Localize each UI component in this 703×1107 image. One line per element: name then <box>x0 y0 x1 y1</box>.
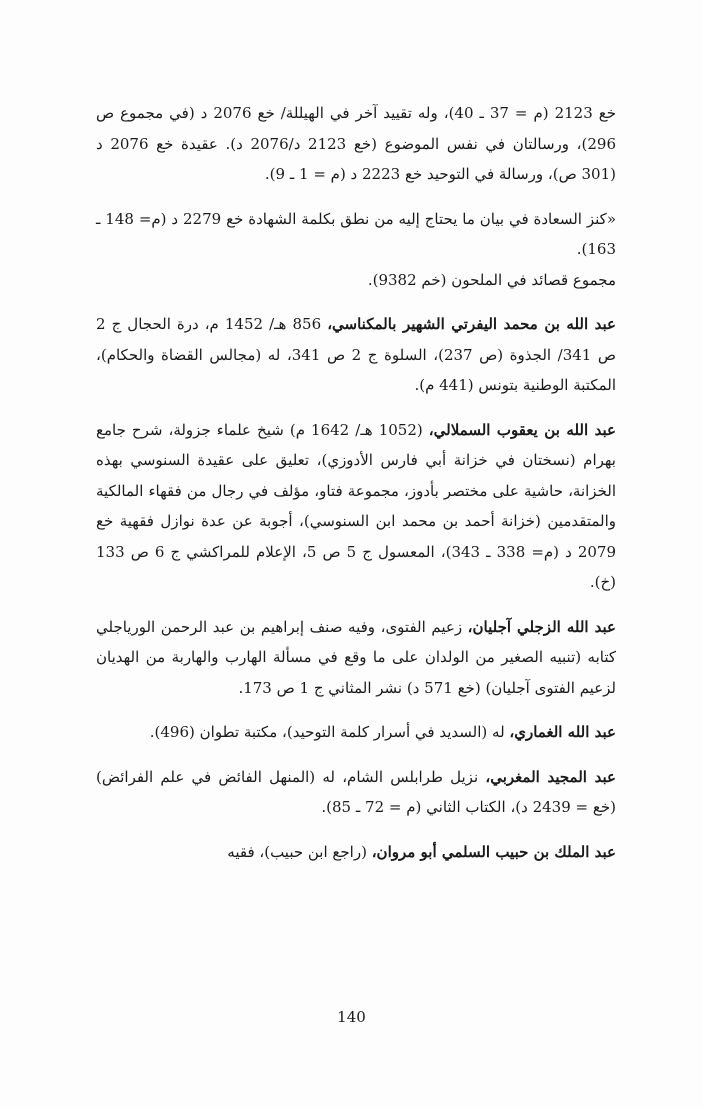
entry-yafrati <box>96 309 616 401</box>
entry-ghumari <box>96 717 616 748</box>
paragraph-2 <box>96 204 616 265</box>
entry-name: عبد المجيد المغربي، <box>485 767 617 786</box>
entry-text: 856 هـ/ 1452 م، درة الحجال ج 2 ص 341/ الجذوة (ص 237)، السلوة ج 2 ص 341، له (مجالس القضاة والحكام)، المكتبة الوطنية بتونس (441 م). <box>96 315 617 394</box>
entry-text: زعيم الفتوى، وفيه صنف إبراهيم بن عبد الرحمن الورياجلي كتابه (تنبيه الصغير من الولدان على ما وقع في مسألة الهارب والهاربة من الهديان لزعيم الفتوى آجليان) (خع 571 د) نشر المثاني ج 1 ص 173. <box>96 617 616 697</box>
entry-text: (1052 هـ/ 1642 م) شيخ علماء جزولة، شرح جامع بهرام (نسختان في خزانة أبي فارس الأدوزي)، تعليق على عقيدة السنوسي بهذه الخزانة، حاشية على مختصر بأدوز، مجموعة فتاو، مؤلف في رجال من فقهاء المالكية والمتقدمين (خزانة أحمد بن محمد ابن السنوسي)، أجوبة عن عدة نوازل فقهية خع 2079 د (م= 338 ـ 343)، المعسول ج 5 ص 5، الإعلام للمراكشي ج 6 ص 133 (خ). <box>96 420 617 591</box>
entry-samlali <box>96 415 616 598</box>
paragraph-1 <box>96 98 616 190</box>
entry-ibn-habib <box>96 837 616 868</box>
entry-name: عبد الله بن محمد اليفرتي الشهير بالمكناسي، <box>327 315 616 333</box>
entry-zajli <box>96 612 616 704</box>
entry-text: خع 2123 (م = 37 ـ 40)، وله تقييد آخر في الهيللة/ خع 2076 د (في مجموع ص 296)، ورسالتان في نفس الموضوع (خع 2123 د/2076 د). عقيدة خع 2076 د (301 ص)، ورسالة في التوحيد خع 2223 د (م = 1 ـ 9). <box>96 104 617 183</box>
entry-text: (راجع ابن حبيب)، فقيه <box>227 842 372 861</box>
entry-text: «كنز السعادة في بيان ما يحتاج إليه من نطق بكلمة الشهادة خع 2279 د (م= 148 ـ 163). <box>96 209 616 258</box>
entry-name: عبد الله الغماري، <box>509 723 616 741</box>
page-number: 140 <box>337 1008 366 1026</box>
entry-maghribi <box>96 762 616 823</box>
entry-name: عبد الله الزجلي آجليان، <box>467 617 616 636</box>
paragraph-3 <box>96 265 616 296</box>
entry-text: مجموع قصائد في الملحون (خم 9382). <box>367 270 616 289</box>
entry-text: له (السديد في أسرار كلمة التوحيد)، مكتبة تطوان (496). <box>149 723 510 741</box>
entry-name: عبد الملك بن حبيب السلمي أبو مروان، <box>371 842 616 861</box>
entry-name: عبد الله بن يعقوب السملالي، <box>428 420 616 439</box>
page-body <box>96 98 616 867</box>
entry-text: نزيل طرابلس الشام، له (المنهل الفائض في علم الفرائض) (خع = 2439 د)، الكتاب الثاني (م = 72 ـ 85). <box>96 767 616 816</box>
